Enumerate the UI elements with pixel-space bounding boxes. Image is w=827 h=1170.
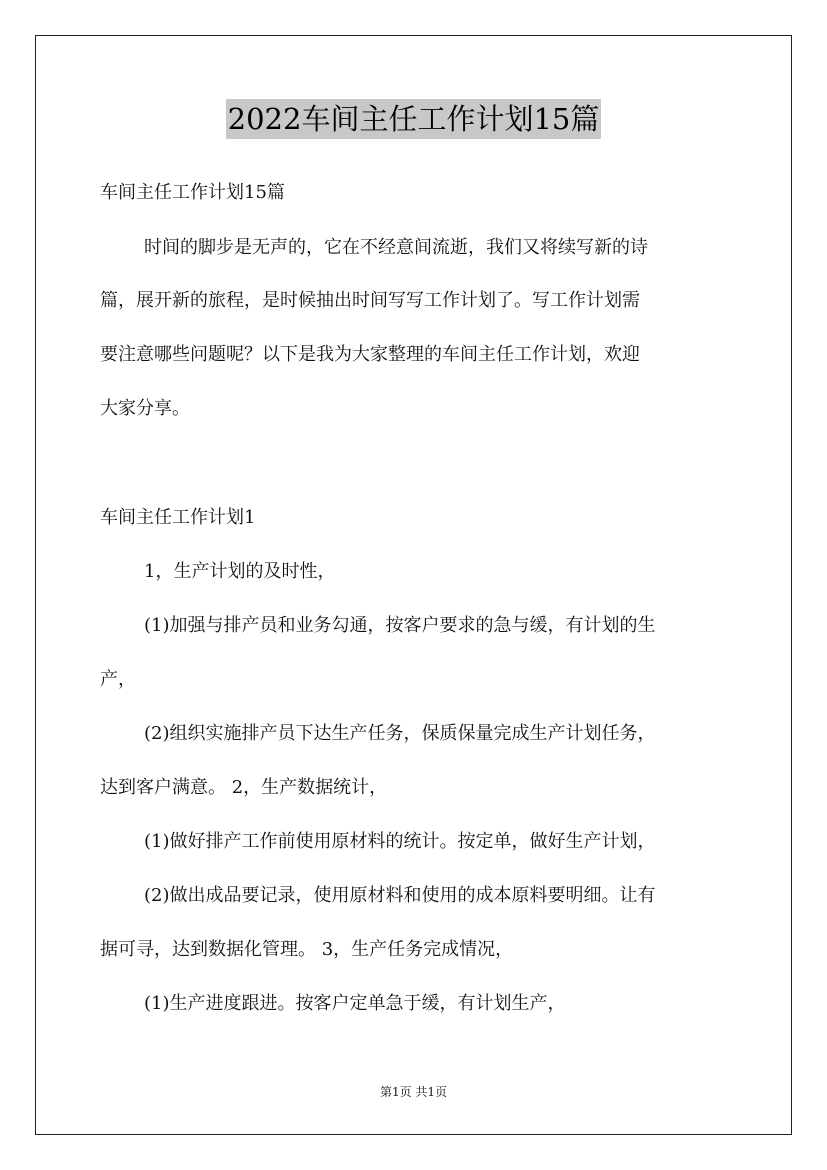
intro-line-3: 要注意哪些问题呢？以下是我为大家整理的车间主任工作计划，欢迎 [100,344,640,365]
body-line-8: 据可寻，达到数据化管理。 3，生产任务完成情况， [100,939,514,960]
body-line-6: (1)做好排产工作前使用原材料的统计。按定单，做好生产计划， [144,831,656,852]
body-line-5: 达到客户满意。 2，生产数据统计， [100,777,388,798]
body-line-3: 产， [100,669,136,690]
section-heading: 车间主任工作计划1 [100,507,256,528]
intro-line-4: 大家分享。 [100,398,190,419]
body-line-4: (2)组织实施排产员下达生产任务，保质保量完成生产计划任务， [144,723,656,744]
intro-line-2: 篇，展开新的旅程，是时候抽出时间写写工作计划了。写工作计划需 [100,290,640,311]
body-line-2: (1)加强与排产员和业务勾通，按客户要求的急与缓，有计划的生 [144,615,656,636]
intro-line-1: 时间的脚步是无声的，它在不经意间流逝，我们又将续写新的诗 [144,237,648,258]
title-container [0,99,827,139]
body-line-7: (2)做出成品要记录，使用原材料和使用的成本原料要明细。让有 [144,885,656,906]
document-subtitle: 车间主任工作计划15篇 [100,182,285,203]
document-title: 2022车间主任工作计划15篇 [226,99,602,139]
body-line-1: 1，生产计划的及时性， [144,561,336,582]
body-line-9: (1)生产进度跟进。按客户定单急于缓，有计划生产， [144,993,566,1014]
page-footer: 第1页 共1页 [379,1085,448,1099]
